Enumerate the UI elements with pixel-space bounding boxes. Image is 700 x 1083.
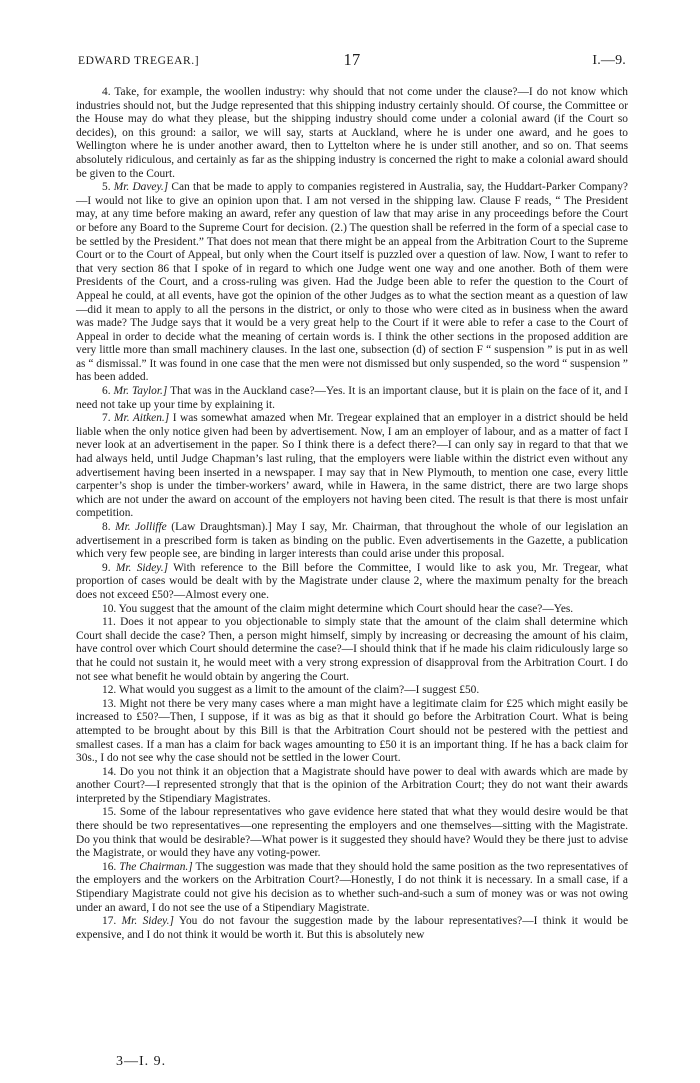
question-paragraph: [76, 806, 628, 860]
paragraph-text: That was in the Auckland case?—Yes. It is an important clause, but it is plain on the face of it, and I need not take up your time by explaining it.: [76, 385, 629, 411]
speaker-name: Mr. Taylor.]: [113, 385, 168, 398]
paragraph-text: 13. Might not there be very many cases where a man might have a legitimate claim for £25 which might easily be increased to £50?—Then, I suppose, if it was as big as that it should go before the Arbitration Court. What is being attempted to be brought about by this Bill is that the Arbitration Court should not be pestered with the pettiest and smallest cases. If a man has a claim for back wages amounting to £50 it is an important thing. If he has a back claim for 30s., I do not see why the case should not be settled in the lower Court.: [76, 697, 628, 765]
speaker-name: Mr. Jolliffe: [115, 521, 167, 533]
speaker-name: Mr. Davey.]: [113, 181, 169, 194]
paragraph-text: You do not favour the suggestion made by the labour representatives?—I think it would be expensive, and I do not think it would be worth it. But this is absolutely new: [76, 915, 628, 941]
speaker-name: Mr. Sidey.]: [121, 915, 174, 928]
question-paragraph: [76, 766, 628, 807]
question-paragraph: [76, 603, 628, 617]
question-paragraph: [76, 562, 628, 603]
question-number: 6.: [102, 385, 114, 398]
paragraph-text: 11. Does it not appear to you objectionable to simply state that the amount of the claim shall determine which Court shall decide the case? Then, a person might himself, simply by increasing or decreasing the amount of his claim, have control over which Court should determine the case?—I should think that if he made his claim ridiculously large so that he could not sustain it, he would meet with a very strong expression of disapproval from the Arbitration Court. I do not see what benefit he would obtain by angering the Court.: [76, 616, 628, 683]
paragraph-text: 10. You suggest that the amount of the claim might determine which Court should hear the case?—Yes.: [102, 602, 574, 615]
speaker-name: Mr. Sidey.]: [115, 561, 169, 574]
question-number: 17.: [102, 915, 122, 928]
question-paragraph: [76, 915, 628, 942]
question-paragraph: [76, 684, 628, 698]
paragraph-text: 14. Do you not think it an objection that a Magistrate should have power to deal with awards which are made by another Court?—I represented strongly that that is the opinion of the Arbitration Court; they do not want their awards interpreted by the Stipendiary Magistrates.: [76, 765, 628, 805]
question-number: 9.: [102, 561, 116, 574]
paragraph-text: I was somewhat amazed when Mr. Tregear explained that an employer in a district should be held liable when the only notice given had been by advertisement. Now, I am an employer of labour, and as a matter of fact I never look at an advertisement in the paper. So I think there is a defect there?—I can only say in regard to that that we had always held, until Judge Chapman’s last ruling, that the employers were liable within the district even without any advertisement having been inserted in a newspaper. I may say that in New Plymouth, to mention one case, every little carpenter’s shop is under the timber-workers’ award, while in Hawera, in the same district, there are two large shops which are not under the award on account of the employers not having been cited. The result is that there is most unfair competition.: [76, 412, 628, 520]
document-reference: I.—9.: [592, 53, 626, 68]
question-paragraph: [76, 385, 628, 412]
paragraph-text: The suggestion was made that they should hold the same position as the two representatives of the employers and the workers on the Arbitration Court?—Honestly, I do not think it is necessary. In a small case, if a Stipendiary Magistrate could not give his decision as to whether such-and-such a sum of money was or was not owing under an award, I do not see the use of a Stipendiary Magistrate.: [76, 860, 629, 914]
paragraph-text: 4. Take, for example, the woollen industry: why should that not come under the clause?—I do not know which industries should not, but the Judge represented that this shipping industry certainly should. Of course, the Committee or the House may do what they please, but the shipping industry should come under a colonial award (if the Court so decides), on this ground: a sailor, we will say, starts at Auckland, where he is under one award, and he goes to Wellington where he is under another award, then to Lyttelton where he is under still another, and so on. That seems absolutely ridiculous, and certainly as far as the shipping industry is concerned the right to make a colonial award should be given to the Court.: [76, 86, 628, 180]
question-paragraph: [76, 698, 628, 766]
question-paragraph: [76, 412, 628, 521]
question-paragraph: [76, 616, 628, 684]
question-number: 8.: [102, 521, 116, 533]
question-paragraph: [76, 861, 628, 915]
paragraph-text: 15. Some of the labour representatives who gave evidence here stated that what they would desire would be that there should be two representatives—one representing the employers and one themselves—sitting with the Magistrate. Do you think that would be desirable?—What power is it suggested they should have? Would they be there just to advise the Magistrate, or would they have any voting-power.: [76, 806, 628, 860]
signature-mark: 3—I. 9.: [116, 1054, 167, 1069]
question-number: 7.: [102, 412, 115, 425]
speaker-name: The Chairman.]: [119, 860, 193, 873]
paragraph-text: (Law Draughtsman).] May I say, Mr. Chairman, that throughout the whole of our legislation an advertisement in a prescribed form is taken as binding on the public. Even advertisements in the Gazette, a publication which very few people see, are binding in larger interests than could arise under this proposal.: [76, 521, 629, 561]
paragraph-text: Can that be made to apply to companies registered in Australia, say, the Huddart-Parker Company?—I would not like to give an opinion upon that. I am not versed in the shipping law. Clause F reads, “ The President may, at any time before making an award, refer any question of law that may arise in any proceedings before the Court or before any Board to the Supreme Court for decision. (2.) The question shall be referred in the form of a special case to be settled by the President.” That does not mean that there might be an appeal from the Arbitration Court to the Supreme Court or to the Court of Appeal, but only when the Court itself is puzzled over a question of law. Now, I want to refer to that very section 86 that I spoke of in regard to which one Judge went one way and one another. Both of them were Presidents of the Court, and a cross-ruling was given. Had the Judge been able to refer the question to the Court of Appeal he could, at all events, have got the opinion of the other Judges as to what the section meant as a question of law—did it mean to apply to all the persons in the district, or only to those who were cited as in business when the award was made? The Judge says that it would be a very great help to the Court if it were able to refer a case to the Court of Appeal in order to decide what the meaning of certain words is. I think the other sections in the proposed addition are very little more than small machinery clauses. In the last one, subsection (d) of section F “ suspension ” is put in as well as “ dismissal.” It was found in one case that the men were not dismissed but only suspended, so the word “ suspension ” has been added.: [76, 181, 628, 384]
speaker-name: Mr. Aitken.]: [114, 412, 170, 425]
paragraph-text: With reference to the Bill before the Committee, I would like to ask you, Mr. Tregear, what proportion of cases would be dealt with by the Magistrate under clause 2, where the maximum penalty for the breach does not exceed £50?—Almost every one.: [76, 561, 629, 601]
question-paragraph: [76, 181, 628, 385]
header-author: EDWARD TREGEAR.]: [78, 55, 200, 67]
running-header: [78, 52, 626, 72]
page-number: 17: [343, 50, 361, 69]
question-number: 5.: [102, 181, 114, 194]
question-paragraph: [76, 86, 628, 181]
paragraph-text: 12. What would you suggest as a limit to the amount of the claim?—I suggest £50.: [102, 684, 480, 697]
question-paragraph: [76, 521, 628, 562]
question-number: 16.: [102, 860, 120, 873]
evidence-text: [76, 86, 628, 942]
